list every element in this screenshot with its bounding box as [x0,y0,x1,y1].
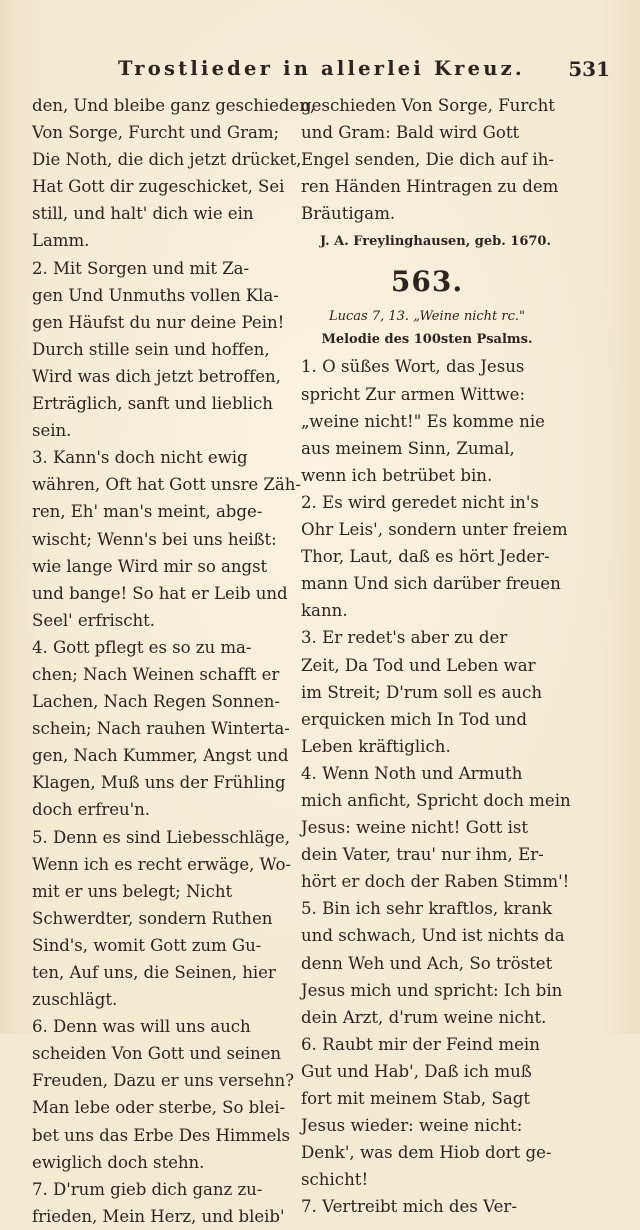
right-column [301,92,571,1220]
text-line: 7. Vertreibt mich des Ver- [301,1197,517,1217]
text-line: Jesus wieder: weine nicht: [301,1116,523,1136]
text-line: Schwerdter, sondern Ruthen [32,908,273,928]
text-line: und Gram: Bald wird Gott [301,123,520,143]
text-line: dein Arzt, d'rum weine nicht. [301,1007,547,1027]
text-line: Wird was dich jetzt betroffen, [32,366,281,386]
text-line: wischt; Wenn's bei uns heißt: [32,529,277,549]
text-line: Jesus mich und spricht: Ich bin [301,980,563,1000]
text-line: chen; Nach Weinen schafft er [32,664,280,684]
text-line: 6. Denn was will uns auch [32,1017,251,1037]
text-line: 5. Bin ich sehr kraftlos, krank [301,899,553,919]
text-line: 3. Er redet's aber zu der [301,628,508,648]
hymn-562-ending [301,92,559,227]
text-line: 4. Gott pflegt es so zu ma- [32,637,252,657]
text-line: schicht! [301,1170,369,1190]
text-line: 5. Denn es sind Liebesschläge, [32,827,290,847]
text-line: Man lebe oder sterbe, So blei- [32,1098,286,1118]
text-line: Von Sorge, Furcht und Gram; [32,123,280,143]
text-line: Ohr Leis', sondern unter freiem [301,520,568,540]
text-line: währen, Oft hat Gott unsre Zäh- [32,475,301,495]
text-line: Denk', was dem Hiob dort ge- [301,1143,552,1163]
text-line: gen Und Unmuths vollen Kla- [32,285,279,305]
text-line: 6. Raubt mir der Feind mein [301,1034,540,1054]
text-line: ewiglich doch stehn. [32,1152,205,1172]
text-line: Thor, Laut, daß es hört Jeder- [301,547,550,567]
text-line: gen, Nach Kummer, Angst und [32,746,289,766]
text-line: ten, Auf uns, die Seinen, hier [32,963,276,982]
text-line: bet uns das Erbe Des Himmels [32,1125,291,1145]
text-line: geschieden Von Sorge, Furcht [301,96,555,115]
text-line: 3. Kann's doch nicht ewig [32,448,248,468]
text-line: spricht Zur armen Wittwe: [301,384,526,404]
text-line: erquicken mich In Tod und [301,709,527,729]
hymn-author: J. A. Freylinghausen, geb. 1670. [319,234,551,250]
text-line: Leben kräftiglich. [301,736,451,756]
melody-indication: Melodie des 100sten Psalms. [321,332,533,348]
left-column [32,92,316,1230]
text-line: Zeit, Da Tod und Leben war [301,655,536,675]
text-line: wie lange Wird mir so angst [32,556,268,576]
text-line: fort mit meinem Stab, Sagt [301,1089,531,1108]
hymn-563-text [301,353,571,1220]
text-line: still, und halt' dich wie ein [32,204,254,224]
text-line: schein; Nach rauhen Winterta- [32,719,290,739]
text-line: „weine nicht!" Es komme nie [301,411,545,431]
text-line: Sind's, womit Gott zum Gu- [32,935,262,955]
text-line: Engel senden, Die dich auf ih- [301,150,555,170]
text-line: 1. O süßes Wort, das Jesus [301,357,525,377]
text-line: denn Weh und Ach, So tröstet [301,953,553,973]
page-number: 531 [568,57,610,81]
text-line: gen Häufst du nur deine Pein! [32,312,285,332]
text-line: 2. Es wird geredet nicht in's [301,492,539,512]
text-line: Klagen, Muß uns der Frühling [32,773,286,793]
text-line: ren Händen Hintragen zu dem [301,177,559,197]
text-line: dein Vater, trau' nur ihm, Er- [301,845,544,865]
text-line: aus meinem Sinn, Zumal, [301,438,515,458]
text-line: Hat Gott dir zugeschicket, Sei [32,177,285,197]
text-line: doch erfreu'n. [32,800,151,820]
text-line: frieden, Mein Herz, und bleib' [32,1206,285,1226]
scripture-reference: Lucas 7, 13. „Weine nicht rc." [329,309,525,325]
text-line: 7. D'rum gieb dich ganz zu- [32,1179,263,1199]
text-line: Gut und Hab', Daß ich muß [301,1061,532,1081]
text-line: ren, Eh' man's meint, abge- [32,502,263,522]
text-line: hört er doch der Raben Stimm'! [301,872,570,892]
text-line: Durch stille sein und hoffen, [32,339,270,359]
text-line: und schwach, Und ist nichts da [301,926,565,946]
text-line: Erträglich, sanft und lieblich [32,394,273,414]
text-line: Bräutigam. [301,204,396,224]
text-line: 2. Mit Sorgen und mit Za- [32,258,250,278]
text-line: Die Noth, die dich jetzt drücket, [32,150,302,170]
text-line: mann Und sich darüber freuen [301,574,561,594]
text-line: Seel' erfrischt. [32,610,155,630]
text-line: scheiden Von Gott und seinen [32,1044,282,1064]
hymn-number: 563. [390,265,464,299]
text-line: mit er uns belegt; Nicht [32,881,233,901]
running-header [32,57,610,87]
text-line: wenn ich betrübet bin. [301,465,493,485]
text-line: sein. [32,421,72,441]
text-line: kann. [301,601,348,621]
text-line: Jesus: weine nicht! Gott ist [301,818,529,838]
text-line: zuschlägt. [32,990,118,1010]
text-line: und bange! So hat er Leib und [32,583,288,603]
text-line: Lamm. [32,231,90,251]
text-line: Wenn ich es recht erwäge, Wo- [32,854,291,874]
text-line: im Streit; D'rum soll es auch [301,682,543,702]
text-line: 4. Wenn Noth und Armuth [301,763,523,783]
text-line: mich anficht, Spricht doch mein [301,790,571,810]
text-line: Freuden, Dazu er uns versehn? [32,1071,295,1091]
header-title: Trostlieder in allerlei Kreuz. [118,57,525,80]
text-line: Lachen, Nach Regen Sonnen- [32,692,280,712]
text-line: den, Und bleibe ganz geschieden, [32,96,316,115]
